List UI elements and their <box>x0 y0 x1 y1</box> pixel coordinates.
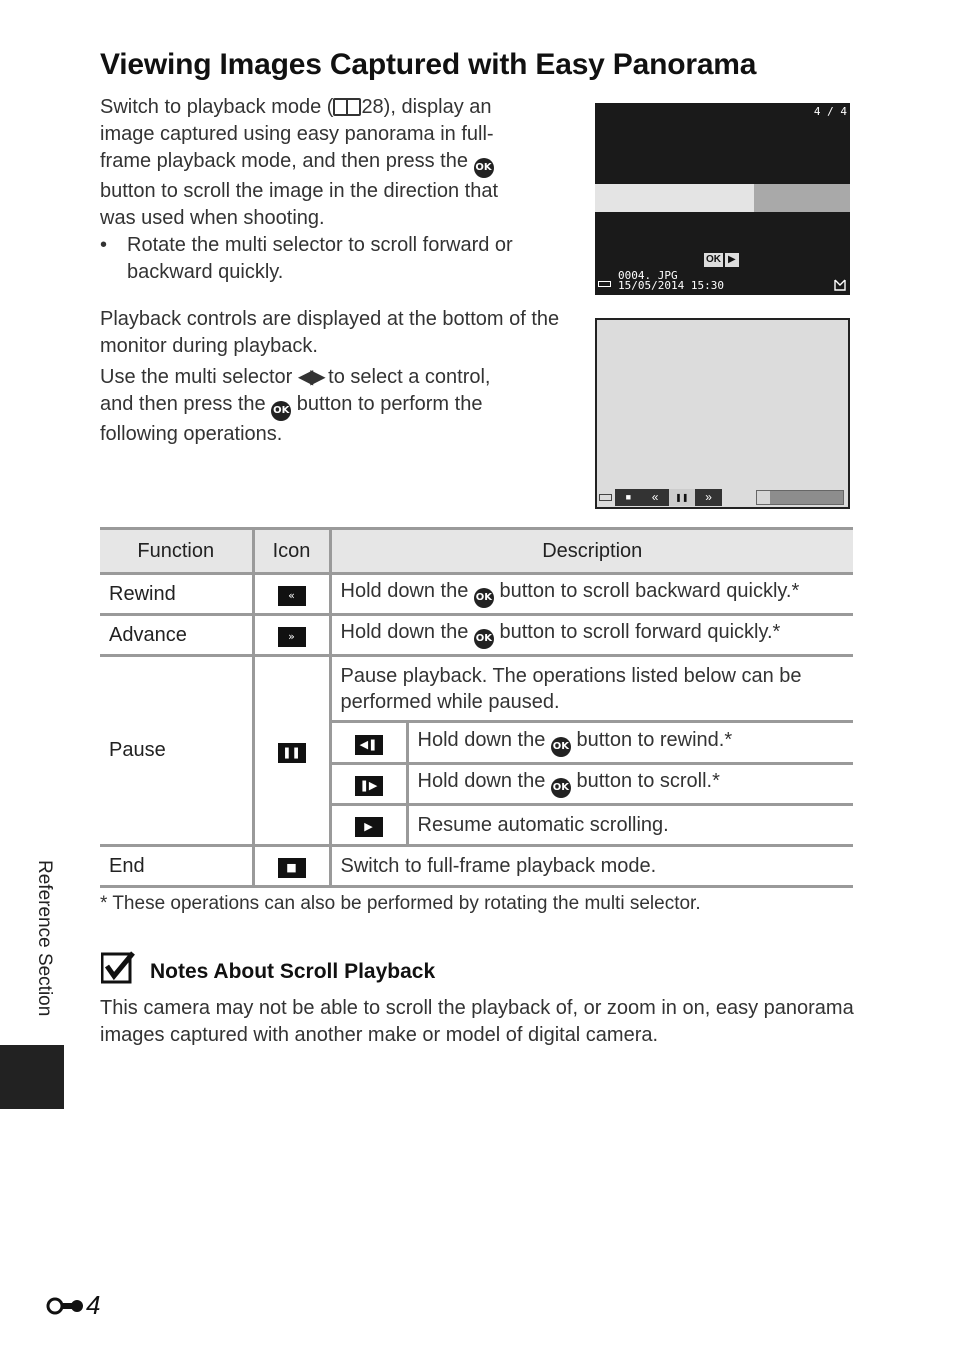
checkmark-note-icon <box>101 951 137 985</box>
battery-icon <box>598 281 611 287</box>
reference-section-icon <box>46 1295 84 1317</box>
panorama-strip-remaining <box>754 184 850 212</box>
controls-p2-d: button to perform the <box>291 393 483 415</box>
page-number-value: 4 <box>86 1290 101 1320</box>
camera-screen-playback-controls <box>595 318 850 509</box>
desc-frame-rewind <box>407 722 853 764</box>
desc-frame-advance <box>407 764 853 805</box>
page-number <box>46 1290 100 1321</box>
function-pause: Pause <box>100 656 253 846</box>
ok-button-icon: OK <box>271 401 291 421</box>
bullet-dot: • <box>100 234 108 256</box>
controls-p2-c: and then press the <box>100 393 272 415</box>
frame-rewind-icon: ◀❚ <box>355 735 383 755</box>
rewind-icon: « <box>278 586 306 606</box>
panorama-icon <box>833 278 847 292</box>
book-icon <box>333 98 361 116</box>
intro-line4: button to scroll the image in the direction that <box>100 180 499 202</box>
desc-advance-b: button to scroll forward quickly.* <box>493 621 781 643</box>
table-row <box>100 574 853 615</box>
battery-icon <box>599 494 612 501</box>
controls-p2-a: Use the multi selector <box>100 366 298 388</box>
image-counter: 4 / 4 <box>813 105 847 118</box>
intro-line2: image captured using easy panorama in full- <box>100 123 494 145</box>
desc-advance <box>330 615 853 656</box>
function-end: End <box>100 846 253 887</box>
ok-button-icon: OK <box>551 737 571 757</box>
desc-resume: Resume automatic scrolling. <box>407 805 853 846</box>
playback-controls-bar <box>615 489 722 506</box>
bullet-text: Rotate the multi selector to scroll forward or backward quickly. <box>127 234 513 283</box>
desc-frame-rewind-a: Hold down the <box>417 728 551 751</box>
play-icon: ▶ <box>725 253 739 267</box>
desc-frame-rewind-b: button to rewind.* <box>570 728 733 751</box>
desc-frame-advance-a: Hold down the <box>417 770 551 792</box>
header-icon: Icon <box>253 529 330 574</box>
table-row <box>100 846 853 887</box>
ok-label: OK <box>706 254 721 265</box>
advance-icon: » <box>278 627 306 647</box>
ok-button-icon: OK <box>474 158 494 178</box>
pause-icon: ❚❚ <box>669 489 696 506</box>
rewind-icon: « <box>651 490 659 504</box>
multi-selector-lr-icon: ◀▶ <box>297 366 323 388</box>
pause-icon: ❚❚ <box>278 743 306 763</box>
table-footnote: * These operations can also be performed by rotating the multi selector. <box>100 893 701 914</box>
file-name: 0004. JPG <box>618 269 678 282</box>
note-title: Notes About Scroll Playback <box>150 960 436 983</box>
desc-rewind-b: button to scroll backward quickly.* <box>493 580 800 602</box>
desc-frame-advance-b: button to scroll.* <box>570 770 720 792</box>
resume-play-icon: ▶ <box>355 817 383 837</box>
end-icon: ■ <box>278 858 306 878</box>
header-description: Description <box>330 529 853 574</box>
controls-paragraph <box>100 306 570 448</box>
section-side-label: Reference Section <box>34 860 55 1017</box>
function-rewind: Rewind <box>100 574 253 615</box>
desc-advance-a: Hold down the <box>340 621 474 643</box>
advance-icon: » <box>705 490 712 504</box>
stop-icon: ■ <box>625 492 632 502</box>
desc-rewind <box>330 574 853 615</box>
panorama-strip-visible <box>595 184 754 212</box>
intro-paragraph <box>100 94 570 232</box>
intro-line5: was used when shooting. <box>100 207 325 229</box>
table-row <box>100 615 853 656</box>
controls-p2-e: following operations. <box>100 423 283 445</box>
section-tab-marker <box>0 1045 64 1109</box>
ok-play-guide <box>704 253 739 267</box>
desc-end: Switch to full-frame playback mode. <box>330 846 853 887</box>
frame-advance-icon: ❚▶ <box>355 776 383 796</box>
desc-pause: Pause playback. The operations listed below can be performed while paused. <box>330 656 853 722</box>
controls-p1: Playback controls are displayed at the bottom of the monitor during playback. <box>100 308 560 357</box>
header-function: Function <box>100 529 253 574</box>
operations-table <box>100 527 853 888</box>
page-title: Viewing Images Captured with Easy Panorama <box>100 48 757 81</box>
table-header-row <box>100 529 853 574</box>
scroll-progress-fill <box>757 491 770 504</box>
function-advance: Advance <box>100 615 253 656</box>
desc-rewind-a: Hold down the <box>340 580 474 602</box>
controls-p2-b: to select a control, <box>322 366 491 388</box>
ok-button-icon: OK <box>474 588 494 608</box>
ok-button-icon: OK <box>551 778 571 798</box>
page-reference: 28), display an <box>361 96 492 118</box>
table-row <box>100 656 853 722</box>
intro-line3: frame playback mode, and then press the <box>100 150 474 172</box>
ok-button-icon: OK <box>474 629 494 649</box>
date-time: 15/05/2014 15:30 <box>618 279 724 292</box>
scroll-progress-bar <box>756 490 844 505</box>
note-text: This camera may not be able to scroll the playback of, or zoom in on, easy panorama images captured with another make or model of digital camera. <box>100 997 854 1046</box>
camera-screen-full-frame <box>595 103 850 295</box>
intro-line1: Switch to playback mode ( <box>100 96 334 118</box>
